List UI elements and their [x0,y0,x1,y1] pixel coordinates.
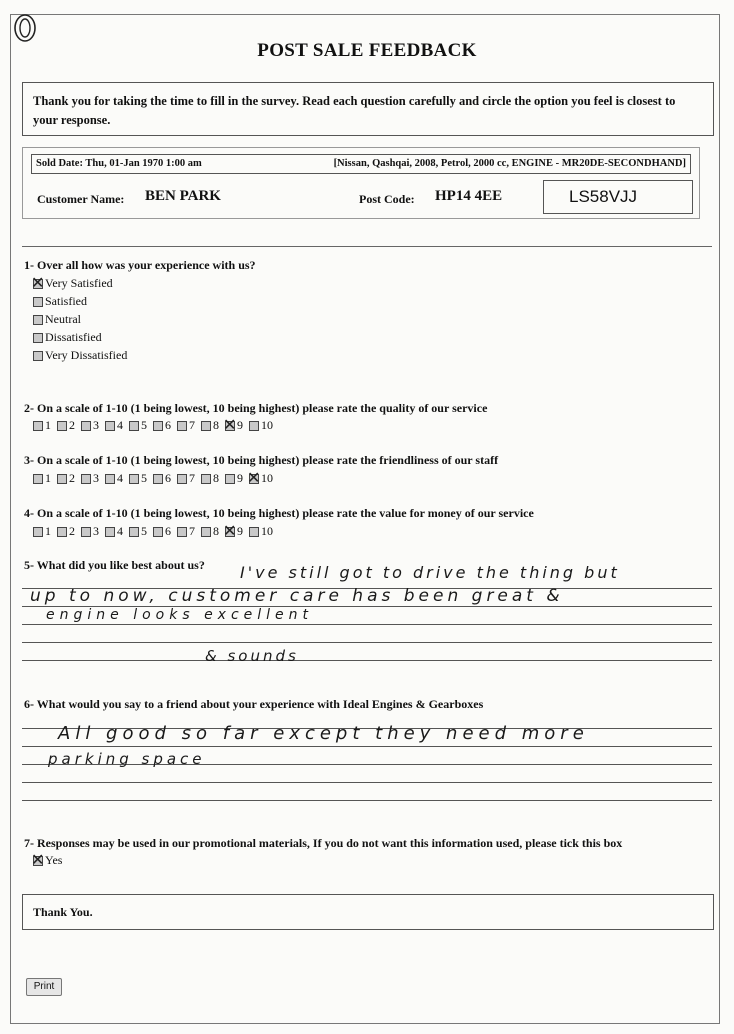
q4-rating-checkbox[interactable] [129,527,139,537]
q1-option-label: Neutral [45,312,81,326]
q4-rating-option[interactable] [105,524,123,539]
q4-rating-checkbox[interactable] [249,527,259,537]
q2-rating-option[interactable] [153,418,171,433]
q7-yes-option[interactable] [33,853,62,868]
sale-details-row [31,154,691,174]
question-5: 5- What did you like best about us? [24,558,205,572]
q1-option-checkbox[interactable] [33,351,43,361]
q3-rating-checkbox[interactable] [33,474,43,484]
q3-rating-option[interactable] [249,471,273,486]
q4-rating-scale [33,524,279,539]
intro-text: Thank you for taking the time to fill in the survey. Read each question carefully and circle the option you feel is closest to your response. [22,82,714,136]
q2-rating-checkbox[interactable] [249,421,259,431]
q4-rating-label: 7 [189,524,195,538]
answer-line [22,642,712,643]
answer-line [22,746,712,747]
q1-option-label: Very Dissatisfied [45,348,128,362]
q6-answer-line-2[interactable]: parking space [48,750,206,768]
q4-rating-checkbox[interactable] [153,527,163,537]
question-6: 6- What would you say to a friend about your experience with Ideal Engines & Gearboxes [24,697,484,711]
q3-rating-label: 10 [261,471,273,485]
q3-rating-checkbox[interactable] [81,474,91,484]
q5-answer-line-3[interactable]: engine looks excellent [46,607,314,623]
q1-option-label: Dissatisfied [45,330,102,344]
q2-rating-label: 1 [45,418,51,432]
q3-rating-checkbox[interactable] [153,474,163,484]
q4-rating-label: 4 [117,524,123,538]
q7-yes-label: Yes [45,853,63,867]
q4-rating-checkbox[interactable] [81,527,91,537]
q3-rating-option[interactable] [201,471,219,486]
q4-rating-option[interactable] [129,524,147,539]
q4-rating-label: 8 [213,524,219,538]
q4-rating-option[interactable] [177,524,195,539]
q3-rating-option[interactable] [81,471,99,486]
q4-rating-checkbox[interactable] [57,527,67,537]
q3-rating-checkbox[interactable] [201,474,211,484]
q3-rating-option[interactable] [129,471,147,486]
q5-answer-line-1[interactable]: I've still got to drive the thing but [240,563,620,582]
q2-rating-option[interactable] [225,418,243,433]
q1-option-label: Very Satisfied [45,276,113,290]
q1-option[interactable] [33,294,87,309]
sold-date: Sold Date: Thu, 01-Jan 1970 1:00 am [36,158,202,169]
q4-rating-option[interactable] [201,524,219,539]
customer-name-value: BEN PARK [145,188,221,204]
q1-option-checkbox[interactable] [33,279,43,289]
q3-rating-option[interactable] [105,471,123,486]
q1-option-checkbox[interactable] [33,333,43,343]
q3-rating-checkbox[interactable] [129,474,139,484]
q3-rating-option[interactable] [177,471,195,486]
print-button[interactable]: Print [26,978,62,996]
question-3: 3- On a scale of 1-10 (1 being lowest, 10 being highest) please rate the friendliness of our staff [24,453,499,467]
q1-option-label: Satisfied [45,294,87,308]
q2-rating-checkbox[interactable] [201,421,211,431]
answer-line [22,660,712,661]
q3-rating-checkbox[interactable] [249,474,259,484]
q2-rating-checkbox[interactable] [33,421,43,431]
q3-rating-label: 3 [93,471,99,485]
q4-rating-label: 3 [93,524,99,538]
q4-rating-checkbox[interactable] [105,527,115,537]
q4-rating-label: 6 [165,524,171,538]
q1-option[interactable] [33,276,113,291]
order-info-box [22,147,700,219]
answer-line [22,624,712,625]
q4-rating-option[interactable] [81,524,99,539]
q3-rating-label: 7 [189,471,195,485]
q2-rating-label: 8 [213,418,219,432]
answer-line [22,800,712,801]
postcode-label: Post Code: [359,192,415,206]
q3-rating-label: 5 [141,471,147,485]
q2-rating-checkbox[interactable] [105,421,115,431]
section-divider [22,246,712,247]
q3-rating-checkbox[interactable] [57,474,67,484]
q2-rating-option[interactable] [33,418,51,433]
q6-answer-line-1[interactable]: All good so far except they need more [58,723,589,744]
q3-rating-label: 8 [213,471,219,485]
q2-rating-label: 6 [165,418,171,432]
q2-rating-checkbox[interactable] [81,421,91,431]
q3-rating-label: 2 [69,471,75,485]
q4-rating-checkbox[interactable] [33,527,43,537]
q4-rating-label: 5 [141,524,147,538]
q3-rating-checkbox[interactable] [105,474,115,484]
q2-rating-label: 7 [189,418,195,432]
q4-rating-option[interactable] [225,524,243,539]
q2-rating-checkbox[interactable] [129,421,139,431]
question-1: 1- Over all how was your experience with us? [24,258,256,272]
q4-rating-label: 10 [261,524,273,538]
question-2: 2- On a scale of 1-10 (1 being lowest, 10 being highest) please rate the quality of our service [24,401,488,415]
q2-rating-label: 9 [237,418,243,432]
q2-rating-checkbox[interactable] [153,421,163,431]
q2-rating-option[interactable] [105,418,123,433]
q5-answer-line-4[interactable]: & sounds [205,647,299,665]
vehicle-details: [Nissan, Qashqai, 2008, Petrol, 2000 cc, ENGINE - MR20DE-SECONDHAND] [333,158,686,169]
q4-rating-label: 1 [45,524,51,538]
q4-rating-option[interactable] [57,524,75,539]
q3-rating-label: 1 [45,471,51,485]
q2-rating-scale [33,418,279,433]
q2-rating-option[interactable] [129,418,147,433]
q1-option[interactable] [33,330,102,345]
q1-option-checkbox[interactable] [33,297,43,307]
q4-rating-label: 9 [237,524,243,538]
q2-rating-checkbox[interactable] [57,421,67,431]
q2-rating-label: 3 [93,418,99,432]
q3-rating-checkbox[interactable] [225,474,235,484]
q3-rating-option[interactable] [225,471,243,486]
q2-rating-option[interactable] [249,418,273,433]
question-7: 7- Responses may be used in our promotional materials, If you do not want this information used, please tick this box [24,836,623,850]
q7-yes-checkbox[interactable] [33,856,43,866]
thank-you-box: Thank You. [22,894,714,930]
q3-rating-checkbox[interactable] [177,474,187,484]
q3-rating-option[interactable] [153,471,171,486]
q3-rating-label: 6 [165,471,171,485]
postcode-value: HP14 4EE [435,188,503,204]
q5-answer-line-2[interactable]: up to now, customer care has been great & [30,586,564,606]
q2-rating-option[interactable] [177,418,195,433]
q2-rating-label: 5 [141,418,147,432]
q3-rating-label: 4 [117,471,123,485]
q1-option-checkbox[interactable] [33,315,43,325]
q1-option[interactable] [33,348,127,363]
q2-rating-option[interactable] [57,418,75,433]
q1-option[interactable] [33,312,81,327]
q3-rating-scale [33,471,279,486]
q2-rating-label: 10 [261,418,273,432]
q2-rating-label: 4 [117,418,123,432]
q2-rating-label: 2 [69,418,75,432]
customer-name-label: Customer Name: [37,192,125,206]
q3-rating-label: 9 [237,471,243,485]
q4-rating-checkbox[interactable] [225,527,235,537]
q2-rating-checkbox[interactable] [177,421,187,431]
q3-rating-option[interactable] [57,471,75,486]
q3-rating-option[interactable] [33,471,51,486]
q2-rating-checkbox[interactable] [225,421,235,431]
q2-rating-option[interactable] [201,418,219,433]
answer-line [22,782,712,783]
page-title: POST SALE FEEDBACK [257,40,477,61]
q4-rating-option[interactable] [249,524,273,539]
q4-rating-label: 2 [69,524,75,538]
q2-rating-option[interactable] [81,418,99,433]
registration-field[interactable]: LS58VJJ [543,180,693,214]
q4-rating-option[interactable] [33,524,51,539]
q4-rating-checkbox[interactable] [201,527,211,537]
question-4: 4- On a scale of 1-10 (1 being lowest, 10 being highest) please rate the value for money of our service [24,506,534,520]
q4-rating-checkbox[interactable] [177,527,187,537]
q4-rating-option[interactable] [153,524,171,539]
